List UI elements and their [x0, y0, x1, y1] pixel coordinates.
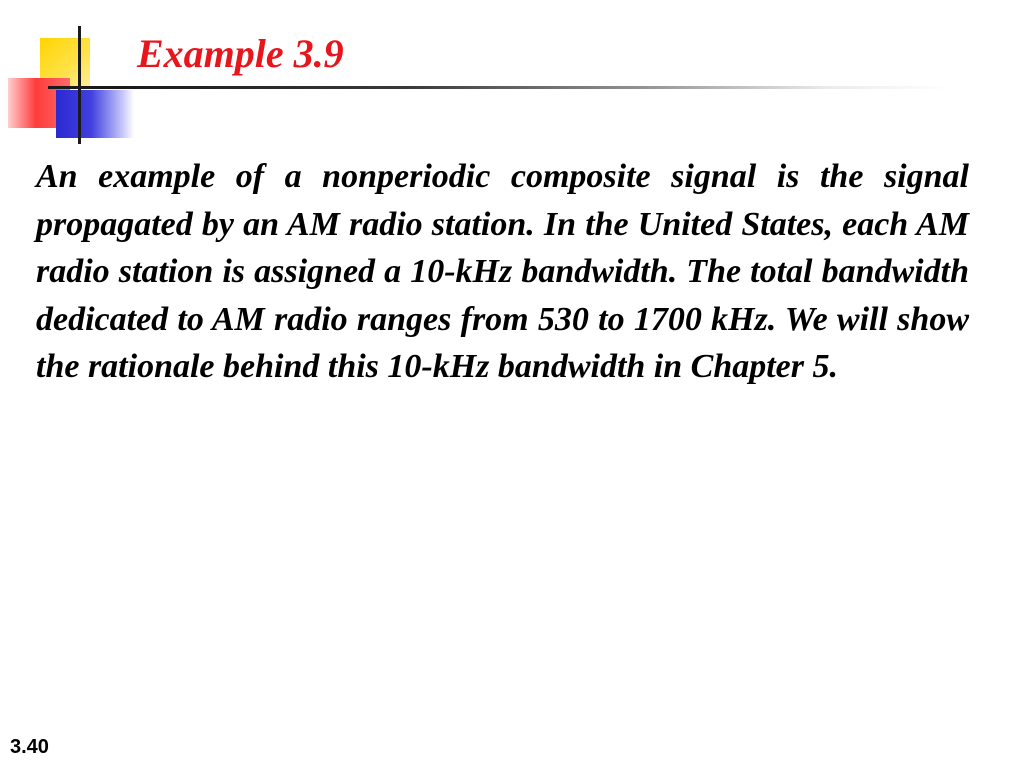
slide-title: Example 3.9 [137, 31, 344, 76]
logo-vertical-line [78, 26, 81, 144]
slide-logo-graphic [0, 0, 150, 150]
logo-blue-square [56, 90, 134, 138]
slide-body-text: An example of a nonperiodic composite signal is the signal propagated by an AM radio station. In the United States, each AM radio station is assigned a 10-kHz bandwidth. The total bandwidth dedicated to AM radio ranges from 530 to 1700 kHz. We will show the rationale behind this 10-kHz bandwidth in Chapter 5. [36, 158, 969, 385]
slide-number: 3.40 [10, 736, 49, 758]
title-underline-rule [120, 86, 950, 89]
